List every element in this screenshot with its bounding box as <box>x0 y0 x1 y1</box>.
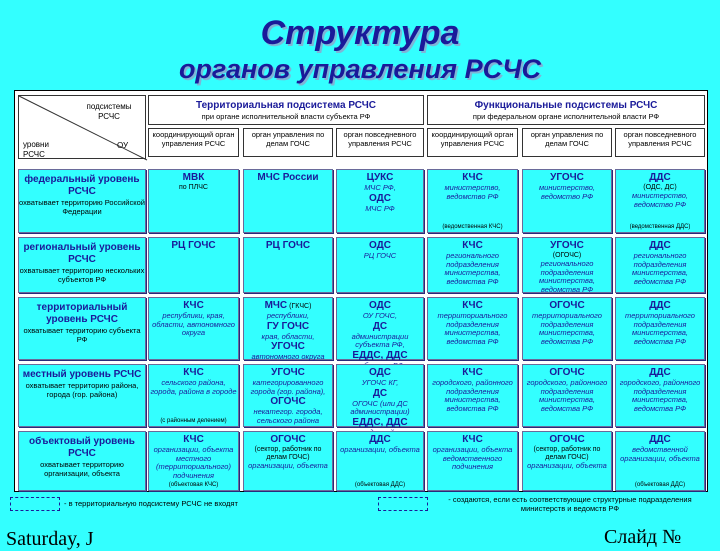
corner-left-label: уровни РСЧС <box>23 140 49 159</box>
level-description: охватывает территорию нескольких субъектов РФ <box>19 266 145 284</box>
level-description: охватывает территорию субъекта РФ <box>23 326 141 344</box>
org-name: КЧС <box>183 367 204 378</box>
group-subtitle: при органе исполнительной власти субъекта РФ <box>201 112 371 121</box>
org-name: ДДС <box>649 434 671 445</box>
org-name: ДДС <box>369 434 391 445</box>
org-detail: городского, районного подразделения министерства, ведомства РФ <box>526 378 608 413</box>
org-name: ДДС <box>649 300 671 311</box>
org-line <box>338 321 422 333</box>
level-cell <box>18 237 146 293</box>
org-cell <box>522 237 612 293</box>
org-detail: администрации субъекта РФ, <box>351 331 409 349</box>
org-note: (ведомственная ДДС) <box>629 224 691 230</box>
org-name: ОДС <box>369 240 391 251</box>
org-name: КЧС <box>462 434 483 445</box>
org-cell <box>336 297 424 360</box>
column-header: орган управления по делам ГОЧС <box>243 128 333 157</box>
org-cell <box>148 431 239 491</box>
org-subname: (ОГОЧС) <box>552 252 582 259</box>
org-line <box>524 434 610 446</box>
org-detail: регионального подразделения министерства, ведомства РФ <box>539 259 595 294</box>
org-detail: территориального подразделения министерства, ведомства РФ <box>532 311 602 346</box>
org-detail: МЧС РФ <box>365 203 395 213</box>
org-detail: некатегор. города, сельского района <box>253 407 323 425</box>
org-detail: министерство, ведомство РФ <box>444 183 501 201</box>
group-header-functional <box>427 95 705 125</box>
org-cell <box>427 297 518 360</box>
org-detail: ОУ ГОЧС, <box>362 311 398 320</box>
org-cell <box>615 431 705 491</box>
corner-top-label: подсистемы РСЧС <box>86 102 132 121</box>
structure-table <box>14 90 708 492</box>
level-cell <box>18 297 146 360</box>
org-name: МВК <box>182 172 205 183</box>
column-header: координирующий орган управления РСЧС <box>427 128 518 157</box>
org-name: ОГОЧС <box>549 367 585 378</box>
level-cell <box>18 364 146 427</box>
level-name: территориальный уровень РСЧС <box>36 302 128 325</box>
org-name: ДДС <box>649 240 671 251</box>
org-note: (ведомственная КЧС) <box>442 224 503 230</box>
org-name: ЕДДС, ДДС <box>352 349 408 361</box>
org-cell <box>615 364 705 427</box>
org-name: ОГОЧС <box>270 434 306 445</box>
org-cell <box>148 364 239 427</box>
org-detail: организации, объекта местного (территориального) подчинения <box>153 445 234 480</box>
org-line <box>245 434 331 446</box>
org-cell <box>243 364 333 427</box>
org-detail: организации, объекта <box>248 461 328 470</box>
org-detail: РЦ ГОЧС <box>363 251 397 260</box>
org-name: КЧС <box>462 172 483 183</box>
org-detail: УГОЧС КГ, <box>361 378 399 387</box>
corner-right-label: ОУ <box>117 141 129 150</box>
org-line <box>245 321 331 333</box>
org-cell <box>336 364 424 427</box>
org-name: УГОЧС <box>271 341 305 352</box>
org-name: ОГОЧС <box>549 434 585 445</box>
org-name: ГУ ГОЧС <box>266 320 310 332</box>
org-cell <box>522 364 612 427</box>
org-note: (объектовая ДДС) <box>354 482 406 488</box>
org-cell <box>522 431 612 491</box>
org-name: КЧС <box>462 240 483 251</box>
org-name: КЧС <box>183 300 204 311</box>
org-name: ДДС <box>649 172 671 183</box>
org-name: МЧС России <box>257 172 319 183</box>
legend-box-left <box>10 497 60 511</box>
org-subname: (ГКЧС) <box>289 303 312 310</box>
org-line <box>150 172 237 184</box>
org-detail: городского, районного подразделения министерства, ведомства РФ <box>432 378 513 413</box>
org-cell <box>148 169 239 233</box>
org-cell <box>427 364 518 427</box>
column-header: координирующий орган управления РСЧС <box>148 128 239 157</box>
org-name: МЧС <box>264 300 288 311</box>
org-detail: сельского района, города, района в городе <box>150 378 237 396</box>
org-name: УГОЧС <box>271 367 305 378</box>
org-cell <box>615 297 705 360</box>
level-name: объектовый уровень РСЧС <box>29 436 135 459</box>
org-detail: республики, <box>266 311 310 320</box>
group-title: Территориальная подсистема РСЧС <box>195 100 377 111</box>
org-subname: (сектор, работник по делам ГОЧС) <box>533 446 601 461</box>
org-line <box>150 240 237 252</box>
org-detail: территориального подразделения министерства, ведомства РФ <box>437 311 508 346</box>
group-title: Функциональные подсистемы РСЧС <box>474 100 658 111</box>
org-cell <box>336 169 424 233</box>
level-cell <box>18 169 146 233</box>
level-description: охватывает территорию района, города (гор. района) <box>25 381 139 399</box>
title-line1: Структура <box>260 14 460 52</box>
org-name: ОГОЧС <box>270 396 306 407</box>
org-detail: автономного округа <box>251 352 325 361</box>
org-detail: республики, края, области, автономного округа <box>152 311 235 337</box>
column-header: орган управления по делам ГОЧС <box>522 128 612 157</box>
org-name: ОГОЧС <box>549 300 585 311</box>
column-header: орган повседневного управления РСЧС <box>615 128 705 157</box>
org-cell <box>148 237 239 293</box>
legend-right-text: - создаются, если есть соответствующие структурные подразделения министерств и ведомств РФ <box>448 495 692 513</box>
org-detail: ОГОЧС (или ДС администрации) <box>350 398 410 416</box>
org-note: (объектовая ДДС) <box>634 482 686 488</box>
org-line <box>617 172 703 184</box>
org-name: ОДС <box>369 192 391 204</box>
org-note: (с районным делением) <box>160 418 227 424</box>
org-cell <box>427 169 518 233</box>
footer-date: Saturday, J <box>6 528 94 550</box>
level-description: охватывает территорию организации, объекта <box>40 460 124 478</box>
org-cell <box>522 169 612 233</box>
org-cell <box>243 297 333 360</box>
org-name: УГОЧС <box>550 240 584 251</box>
org-name: РЦ ГОЧС <box>171 240 216 251</box>
legend-left-text: - в территориальную подсистему РСЧС не входят <box>64 499 238 508</box>
org-cell <box>615 169 705 233</box>
org-detail: края, области, <box>261 331 315 341</box>
org-name: ОДС <box>369 300 391 311</box>
org-detail: ведомственной организации, объекта <box>620 445 700 463</box>
org-subname: (сектор, работник по делам ГОЧС) <box>254 446 322 461</box>
group-header-territorial <box>148 95 424 125</box>
corner-header <box>18 95 146 159</box>
org-cell <box>148 297 239 360</box>
org-line <box>524 240 610 252</box>
org-detail: городского, районного подразделения министерства, ведомства РФ <box>619 378 701 413</box>
column-header: орган повседневного управления РСЧС <box>336 128 424 157</box>
org-detail: министерство, ведомство РФ <box>632 191 688 209</box>
org-name: ДС <box>372 387 388 399</box>
org-detail: организации, объекта <box>527 461 607 470</box>
org-line <box>338 388 422 400</box>
org-cell <box>427 431 518 491</box>
level-name: федеральный уровень РСЧС <box>24 174 140 197</box>
legend-box-right <box>378 497 428 511</box>
org-cell <box>336 237 424 293</box>
org-line <box>245 172 331 184</box>
org-cell <box>336 431 424 491</box>
org-cell <box>615 237 705 293</box>
org-name: КЧС <box>183 434 204 445</box>
org-cell <box>427 237 518 293</box>
org-detail: территориального подразделения министерства, ведомства РФ <box>625 311 695 346</box>
org-line <box>338 417 422 429</box>
org-detail: регионального подразделения министерства, ведомства РФ <box>444 251 501 286</box>
level-cell <box>18 431 146 491</box>
org-cell <box>243 169 333 233</box>
org-detail: организации, объекта ведомственного подчинения <box>432 445 513 471</box>
org-detail: организации, объекта <box>340 445 420 454</box>
org-name: РЦ ГОЧС <box>265 240 311 251</box>
org-line <box>338 193 422 205</box>
org-name: ЦУКС <box>366 172 394 183</box>
title-line2: органов управления РСЧС <box>178 54 542 84</box>
org-line <box>338 350 422 362</box>
level-name: региональный уровень РСЧС <box>23 242 141 265</box>
org-name: ОДС <box>369 367 391 378</box>
org-name: УГОЧС <box>550 172 584 183</box>
org-detail: категорированного города (гор. района), <box>250 378 326 396</box>
org-cell <box>243 431 333 491</box>
org-name: КЧС <box>462 300 483 311</box>
org-cell <box>243 237 333 293</box>
org-subname: по ПЛЧС <box>179 184 208 191</box>
footer-slide-number: Слайд № <box>604 526 682 548</box>
org-line <box>245 240 331 252</box>
org-name: ДС <box>372 320 388 332</box>
org-note: (объектовая КЧС) <box>168 482 219 488</box>
org-name: КЧС <box>462 367 483 378</box>
org-cell <box>522 297 612 360</box>
org-detail: министерство, ведомство РФ <box>539 183 595 201</box>
level-description: охватывает территорию Российской Федерации <box>19 198 145 216</box>
org-detail: регионального подразделения министерства, ведомства РФ <box>632 251 688 286</box>
level-name: местный уровень РСЧС <box>22 369 142 380</box>
group-subtitle: при федеральном органе исполнительной власти РФ <box>472 112 660 121</box>
org-name: ЕДДС, ДДС <box>352 416 408 428</box>
org-name: ДДС <box>649 367 671 378</box>
org-subname: (ОДС, ДС) <box>643 184 677 191</box>
org-detail: МЧС РФ, <box>364 183 396 192</box>
